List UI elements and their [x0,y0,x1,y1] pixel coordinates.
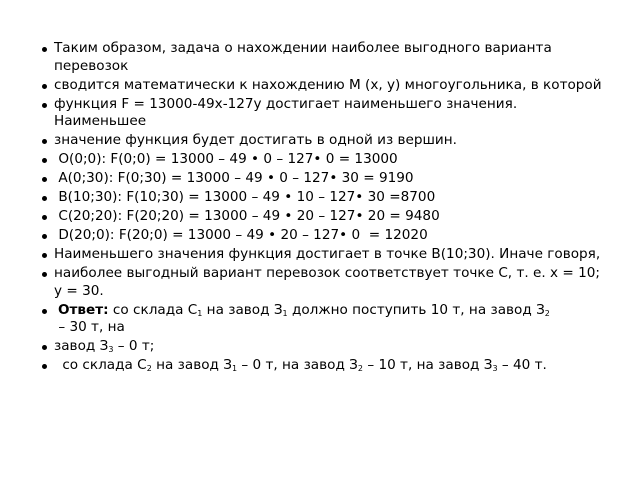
bullet-icon [42,234,47,239]
bullet-icon [42,253,47,258]
bullet-text: функция F = 13000-49x-127y достигает наименьшего значения. Наименьшее [54,95,518,129]
bullet-item [28,189,608,207]
bullet-item [28,338,608,356]
bullet-item [28,96,608,131]
bullet-icon [42,309,47,314]
bullet-text: на завод З [151,357,232,373]
bullet-text: – 0 т; [113,338,155,354]
answer-item [28,302,608,337]
bullet-text: значение функция будет достигать в одной из вершин. [54,132,457,148]
subscript: 1 [231,364,238,373]
vertex-d-calc: D(20;0): F(20;0) = 13000 – 49 • 20 – 127• 0 = 12020 [54,227,428,243]
subscript: 2 [357,364,363,373]
bullet-icon [42,215,47,220]
bullet-text: – 10 т, на завод З [363,357,493,373]
bullet-item [28,265,608,300]
bullet-item [28,77,608,95]
bullet-text: наиболее выгодный вариант перевозок соответствует точке С, т. е. x = 10; y = 30. [54,265,600,299]
bullet-item [28,151,608,169]
bullet-item [28,208,608,226]
bullet-item [28,227,608,245]
bullet-text: сводится математически к нахождению М (x, y) многоугольника, в которой [54,76,602,93]
bullet-item [28,132,608,150]
bullet-text: Таким образом, задача о нахождении наиболее выгодного варианта перевозок [54,40,552,74]
bullet-text: завод З [54,338,109,354]
slide-content [28,40,608,376]
bullet-icon [42,364,47,369]
subscript: 2 [146,364,152,373]
bullet-item [28,246,608,264]
answer-text: со склада С [108,301,198,318]
bullet-item [28,40,608,75]
bullet-item [28,357,608,375]
bullet-icon [42,139,47,144]
bullet-text: – 40 т. [497,357,547,373]
bullet-icon [42,196,47,201]
vertex-o-calc: О(0;0): F(0;0) = 13000 – 49 • 0 – 127• 0 = 13000 [54,151,398,167]
answer-text: на завод З [202,301,283,318]
bullet-icon [42,103,47,108]
bullet-icon [42,84,47,89]
bullet-icon [42,345,47,350]
bullet-text: – 0 т, на завод З [237,357,358,373]
bullet-icon [42,158,47,163]
vertex-a-calc: А(0;30): F(0;30) = 13000 – 49 • 0 – 127• 30 = 9190 [54,170,414,186]
bullet-icon [42,177,47,182]
subscript: 3 [108,345,114,354]
subscript: 2 [544,308,550,318]
bullet-list [28,40,608,375]
bullet-icon [42,272,47,277]
bullet-icon [42,47,47,52]
bullet-text: со склада С [58,357,147,373]
subscript: 1 [197,308,203,318]
vertex-b-calc: В(10;30): F(10;30) = 13000 – 49 • 10 – 127• 30 =8700 [54,189,436,205]
answer-text: – 30 т, на [54,319,125,335]
subscript: 1 [282,308,288,318]
vertex-c-calc: С(20;20): F(20;20) = 13000 – 49 • 20 – 127• 20 = 9480 [54,208,440,224]
answer-label: Ответ: [58,301,109,318]
subscript: 3 [492,364,498,373]
bullet-item [28,170,608,188]
answer-text: должно поступить 10 т, на завод З [287,301,545,318]
bullet-text: Наименьшего значения функция достигает в точке В(10;30). Иначе говоря, [54,246,601,262]
